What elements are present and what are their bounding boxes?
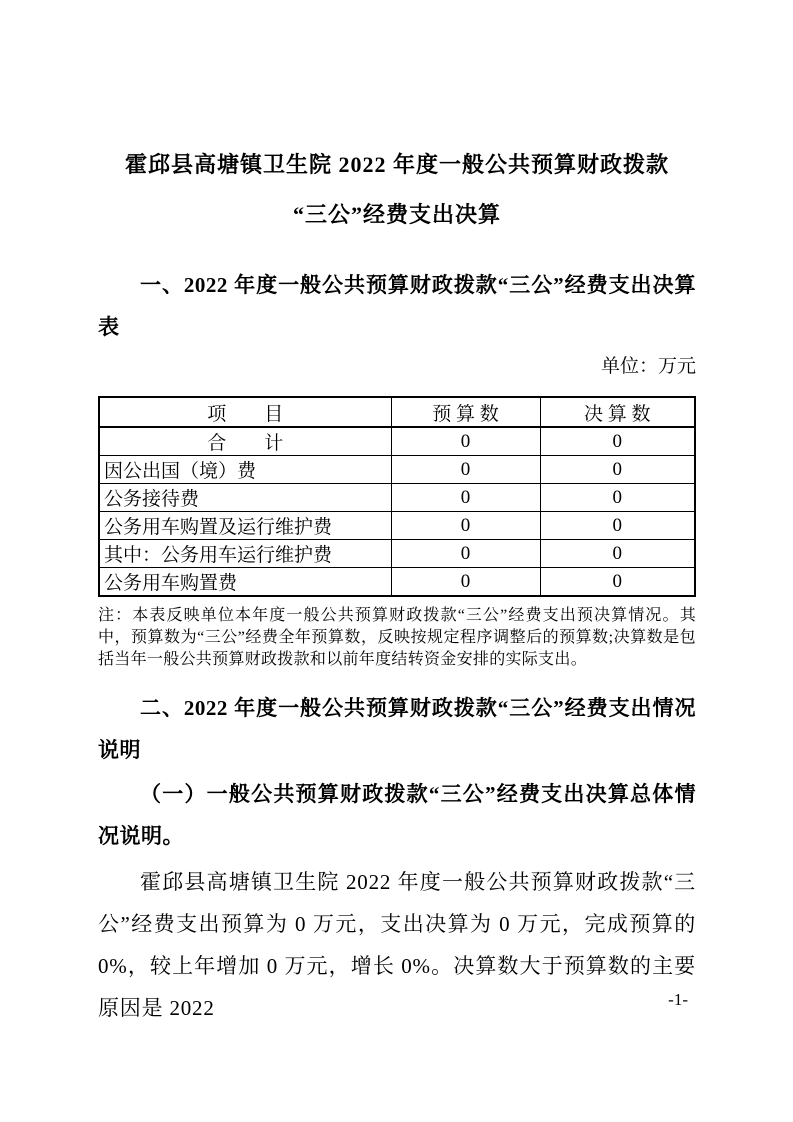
table-cell-budget: 0 <box>391 568 540 597</box>
section2-sub-heading: （一）一般公共预算财政拨款“三公”经费支出决算总体情况说明。 <box>98 782 696 848</box>
three-public-expense-table <box>98 396 696 597</box>
table-row <box>99 456 695 484</box>
table-row <box>99 540 695 568</box>
table-cell-final: 0 <box>540 512 695 540</box>
table-cell-budget: 0 <box>391 427 540 456</box>
table-cell-item: 因公出国（境）费 <box>99 456 391 484</box>
table-cell-final: 0 <box>540 568 695 597</box>
table-header-item: 项 目 <box>99 397 391 427</box>
table-cell-budget: 0 <box>391 512 540 540</box>
table-row <box>99 484 695 512</box>
table-header-budget: 预 算 数 <box>391 397 540 427</box>
table-cell-budget: 0 <box>391 456 540 484</box>
page-number: -1- <box>668 990 688 1009</box>
table-cell-item: 公务用车购置费 <box>99 568 391 597</box>
unit-label: 单位：万元 <box>600 356 696 377</box>
table-header-row <box>99 397 695 427</box>
document-title-line1: 霍邱县高塘镇卫生院 2022 年度一般公共预算财政拨款 <box>124 152 669 177</box>
table-cell-budget: 0 <box>391 484 540 512</box>
table-cell-final: 0 <box>540 484 695 512</box>
table-row <box>99 512 695 540</box>
table-cell-final: 0 <box>540 540 695 568</box>
table-row <box>99 427 695 456</box>
table-cell-item: 其中：公务用车运行维护费 <box>99 540 391 568</box>
table-cell-final: 0 <box>540 427 695 456</box>
table-note: 注：本表反映单位本年度一般公共预算财政拨款“三公”经费支出预决算情况。其中，预算数为“三公”经费全年预算数，反映按规定程序调整后的预算数;决算数是包括当年一般公共预算财政拨款和以前年度结转资金安排的实际支出。 <box>98 607 696 668</box>
section1-heading: 一、2022 年度一般公共预算财政拨款“三公”经费支出决算表 <box>98 273 696 339</box>
table-cell-final: 0 <box>540 456 695 484</box>
table-cell-budget: 0 <box>391 540 540 568</box>
table-cell-item: 公务用车购置及运行维护费 <box>99 512 391 540</box>
section2-paragraph: 霍邱县高塘镇卫生院 2022 年度一般公共预算财政拨款“三公”经费支出预算为 0 万元，支出决算为 0 万元，完成预算的 0%，较上年增加 0 万元，增长 0%。决算数大于预算数的主要原因是 2022 <box>98 870 696 1020</box>
table-cell-item: 公务接待费 <box>99 484 391 512</box>
table-row <box>99 568 695 597</box>
document-title-line2: “三公”经费支出决算 <box>292 202 501 227</box>
section2-heading: 二、2022 年度一般公共预算财政拨款“三公”经费支出情况说明 <box>98 696 696 762</box>
table-cell-item: 合 计 <box>99 427 391 456</box>
document-title <box>98 140 696 240</box>
table-header-final: 决 算 数 <box>540 397 695 427</box>
